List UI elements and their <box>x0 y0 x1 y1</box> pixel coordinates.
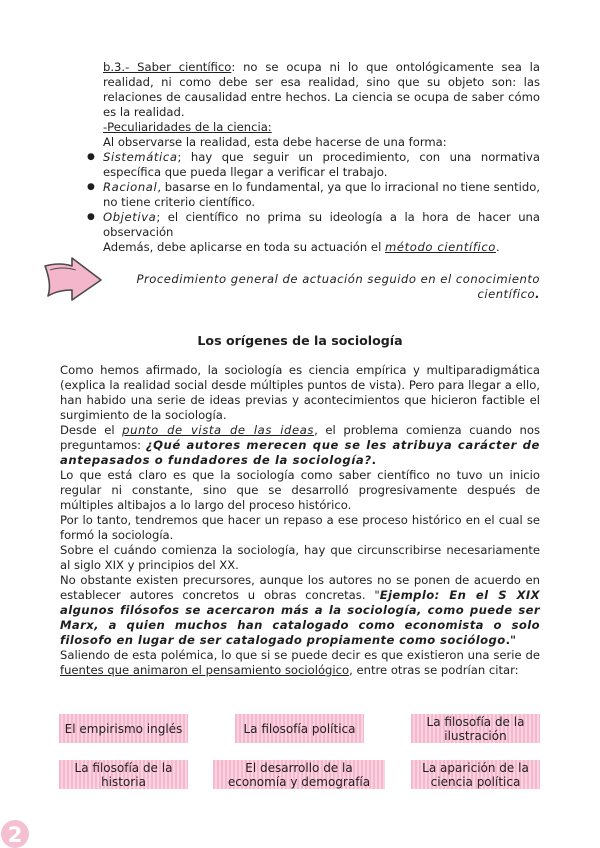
peculiarities-intro: Al observarse la realidad, esta debe hacerse de una forma: <box>103 135 447 149</box>
page-number-badge <box>0 817 30 848</box>
method-sentence: Además, debe aplicarse en toda su actuación el método científico. <box>103 240 500 254</box>
body-paragraph-5: Sobre el cuándo comienza la sociología, hay que circunscribirse necesariamente al siglo XIX y principios del XX. <box>60 543 540 572</box>
section-b3-heading: b.3.- Saber científico <box>103 60 232 74</box>
peculiarities-heading: -Peculiaridades de la ciencia: <box>103 120 272 134</box>
body-paragraph-4: Por lo tanto, tendremos que hacer un repaso a ese proceso histórico en el cual se formó la sociología. <box>60 513 540 542</box>
source-box-historia: La filosofía de la historia <box>59 760 188 789</box>
page-number: 2 <box>7 823 23 847</box>
sources-term: fuentes que animaron el pensamiento sociológico <box>60 663 350 677</box>
list-item: ● Sistemática; hay que seguir un procedimiento, con una normativa específica que pueda llegar a verificar el trabajo. <box>103 150 540 180</box>
arrow-right-icon <box>42 256 104 302</box>
source-box-empirismo: El empirismo inglés <box>59 714 188 743</box>
source-box-ilustracion: La filosofía de la ilustración <box>411 714 540 743</box>
method-term: método científico <box>384 240 497 254</box>
source-box-ciencia-politica: La aparición de la ciencia política <box>411 760 540 789</box>
source-box-filosofia-politica: La filosofía política <box>235 714 364 743</box>
body-paragraph-3: Lo que está claro es que la sociología como saber científico no tuvo un inicio regular ni constante, sino que se desarrolló progresivamente después de múltiples altibajos a lo largo del proceso histórico. <box>60 468 540 512</box>
section-b3-text: : no se ocupa ni lo que ontológicamente sea la realidad, ni como debe ser esa realidad, sino que su objeto son: las relaciones de causalidad entre hechos. La ciencia se ocupa de saber cómo es la realidad. <box>103 60 541 119</box>
example-text: Ejemplo: En el S XIX algunos filósofos se acercaron más a la sociología, como puede ser Marx, a quien muchos han catalogado como economista o solo filosofo en lugar de ser catalogado propiamente como sociólogo <box>60 588 540 647</box>
section-title: Los orígenes de la sociología <box>197 333 403 348</box>
body-paragraph-6: No obstante existen precursores, aunque los autores no se ponen de acuerdo en establecer autores concretos u obras concretas. "Ejemplo: En el S XIX algunos filósofos se acercaron más a la sociología, como puede ser Marx, a quien muchos han catalogado como economista o solo filosofo en lugar de ser catalogado propiamente como sociólogo." <box>60 573 540 647</box>
list-item: ● Racional, basarse en lo fundamental, ya que lo irracional no tiene sentido, no tiene criterio científico. <box>103 180 540 210</box>
body-paragraph-7: Saliendo de esta polémica, lo que si se puede decir es que existieron una serie de fuentes que animaron el pensamiento sociológico, entre otras se podrían citar: <box>60 648 540 677</box>
section-b3-paragraph <box>103 60 540 120</box>
body-paragraph-1: Como hemos afirmado, la sociología es ciencia empírica y multiparadigmática (explica la realidad social desde múltiples puntos de vista). Pero para llegar a ello, han habido una serie de ideas previas y acontecimientos que hicieron factible el surgimiento de la sociología. <box>60 363 540 422</box>
method-definition: Procedimiento general de actuación seguido en el conocimiento científico. <box>136 272 540 301</box>
list-item: ● Objetiva; el científico no prima su ideología a la hora de hacer una observación <box>103 210 540 240</box>
source-box-economia: El desarrollo de la economía y demografía <box>213 760 385 789</box>
peculiarities-list <box>103 150 540 240</box>
body-paragraph-2: Desde el punto de vista de las ideas, el problema comienza cuando nos preguntamos: ¿Qué autores merecen que se les atribuya carácter de antepasados o fundadores de la sociología?. <box>60 423 540 467</box>
